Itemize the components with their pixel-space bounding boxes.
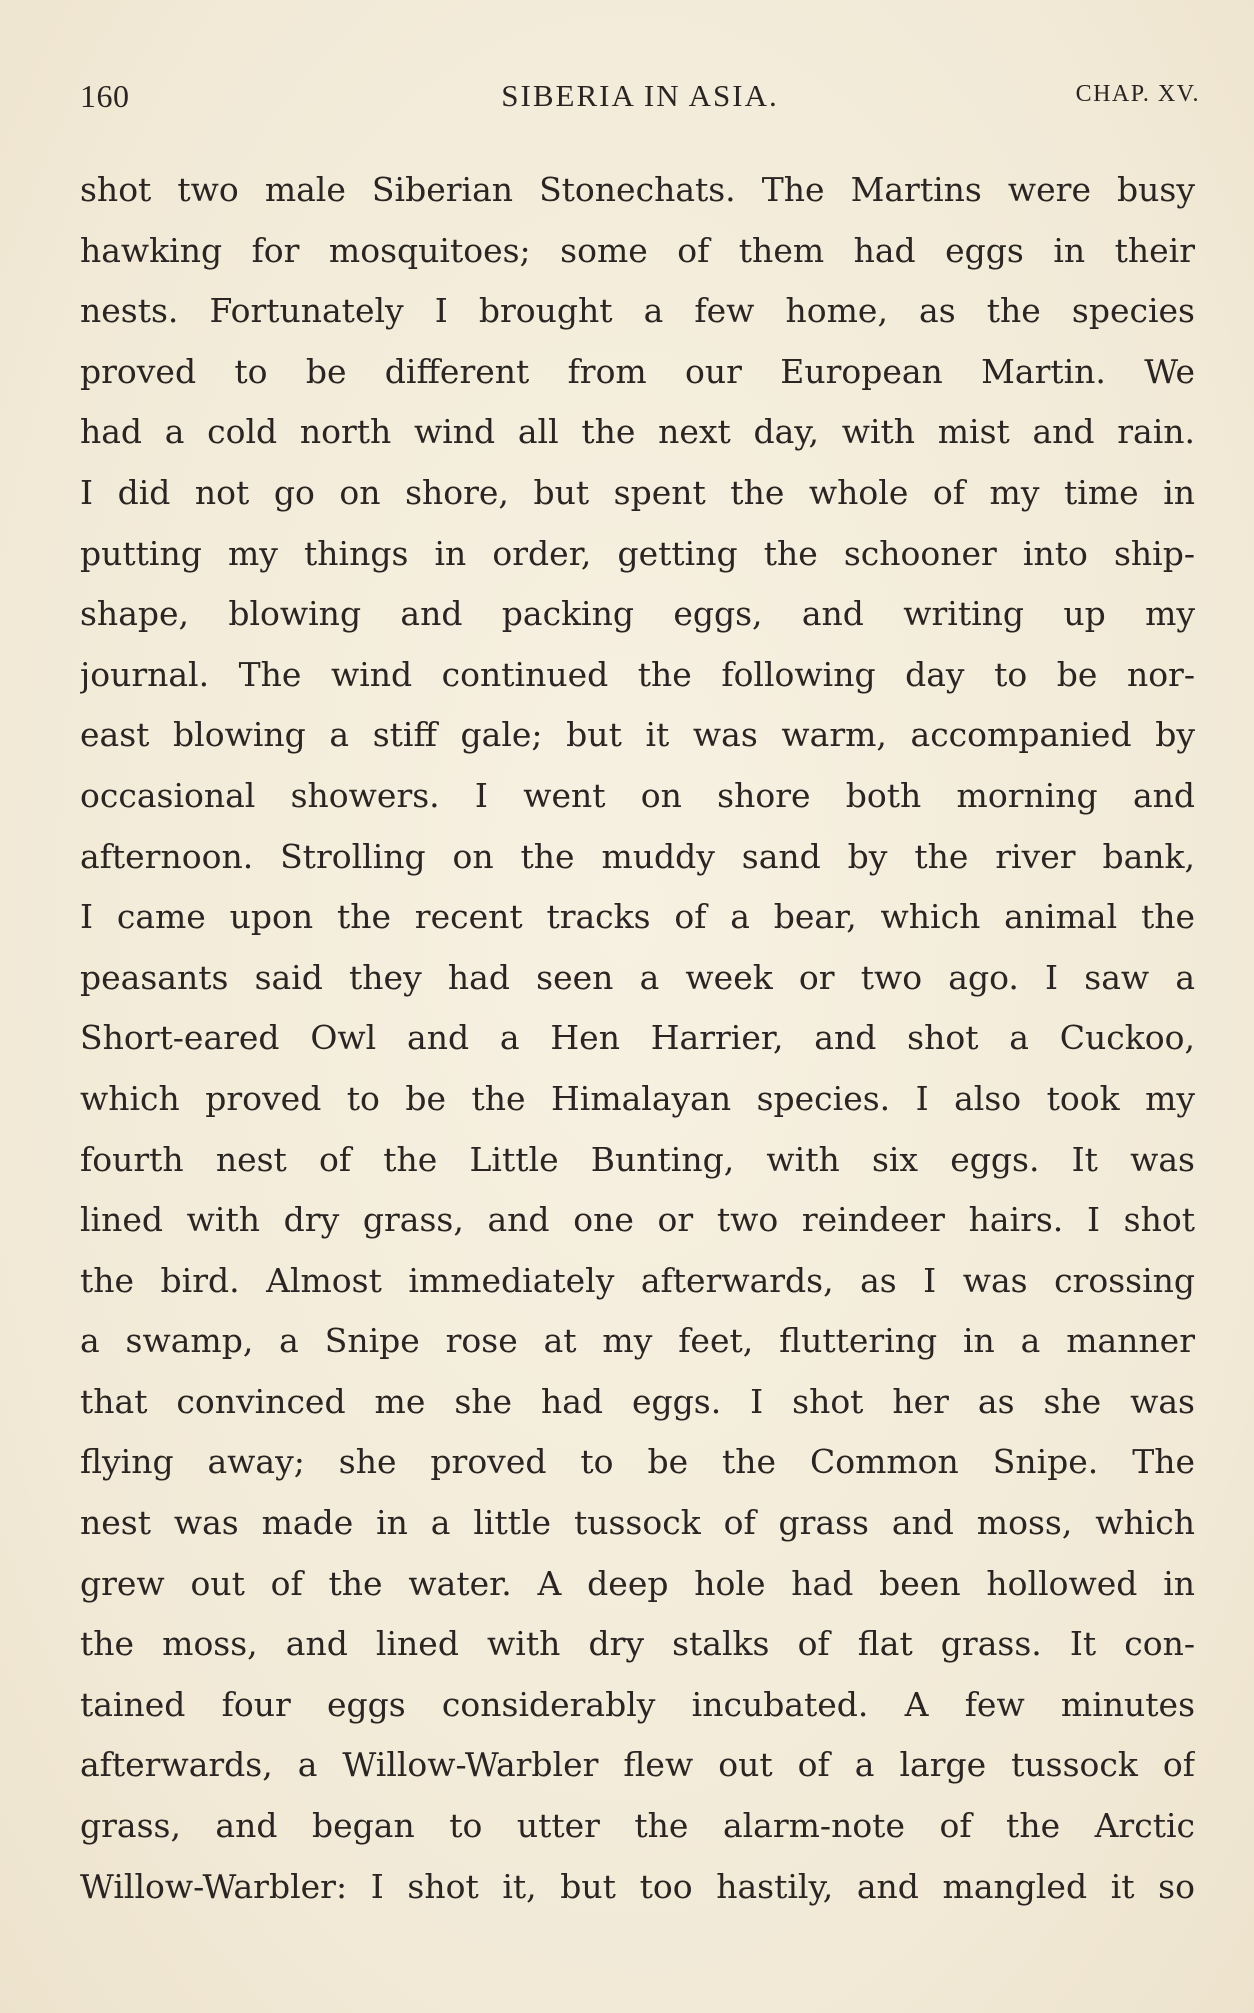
- text-line: nests. Fortunately I brought a few home, as the species: [80, 291, 1195, 331]
- text-line: fourth nest of the Little Bunting, with six eggs. It was: [80, 1139, 1195, 1179]
- text-line: occasional showers. I went on shore both morning and: [80, 775, 1195, 815]
- text-line: which proved to be the Himalayan species. I also took my: [80, 1078, 1195, 1118]
- text-line: a swamp, a Snipe rose at my feet, fluttering in a manner: [80, 1321, 1195, 1361]
- text-line: the moss, and lined with dry stalks of flat grass. It con-: [80, 1624, 1195, 1664]
- text-line: hawking for mosquitoes; some of them had eggs in their: [80, 230, 1195, 270]
- text-line: I came upon the recent tracks of a bear, which animal the: [80, 897, 1195, 937]
- text-line: tained four eggs considerably incubated. A few minutes: [80, 1684, 1195, 1724]
- text-line: shape, blowing and packing eggs, and writing up my: [80, 594, 1195, 634]
- text-line: afternoon. Strolling on the muddy sand by the river bank,: [80, 836, 1195, 876]
- text-line: east blowing a stiff gale; but it was warm, accompanied by: [80, 715, 1195, 755]
- text-line: Willow-Warbler: I shot it, but too hastily, and mangled it so: [80, 1866, 1195, 1906]
- chapter-label: CHAP. XV.: [1075, 81, 1200, 107]
- text-line: lined with dry grass, and one or two reindeer hairs. I shot: [80, 1200, 1195, 1240]
- text-line: nest was made in a little tussock of grass and moss, which: [80, 1503, 1195, 1543]
- text-line: that convinced me she had eggs. I shot her as she was: [80, 1381, 1195, 1421]
- body-text: [80, 160, 1195, 1917]
- text-line: had a cold north wind all the next day, with mist and rain.: [80, 412, 1195, 452]
- page-header: [80, 78, 1200, 124]
- running-title: SIBERIA IN ASIA.: [501, 78, 779, 113]
- text-line: I did not go on shore, but spent the whole of my time in: [80, 472, 1195, 512]
- text-line: journal. The wind continued the following day to be nor-: [80, 654, 1195, 694]
- text-line: peasants said they had seen a week or two ago. I saw a: [80, 957, 1195, 997]
- text-line: proved to be different from our European Martin. We: [80, 351, 1195, 391]
- text-line: grew out of the water. A deep hole had been hollowed in: [80, 1563, 1195, 1603]
- text-line: flying away; she proved to be the Common Snipe. The: [80, 1442, 1195, 1482]
- text-line: Short-eared Owl and a Hen Harrier, and shot a Cuckoo,: [80, 1018, 1195, 1058]
- text-line: shot two male Siberian Stonechats. The Martins were busy: [80, 170, 1195, 209]
- text-line: afterwards, a Willow-Warbler flew out of a large tussock of: [80, 1745, 1195, 1785]
- text-line: grass, and began to utter the alarm-note of the Arctic: [80, 1806, 1195, 1846]
- text-line: putting my things in order, getting the schooner into ship-: [80, 533, 1195, 573]
- text-line: the bird. Almost immediately afterwards, as I was crossing: [80, 1260, 1195, 1300]
- page-number: 160: [80, 78, 130, 114]
